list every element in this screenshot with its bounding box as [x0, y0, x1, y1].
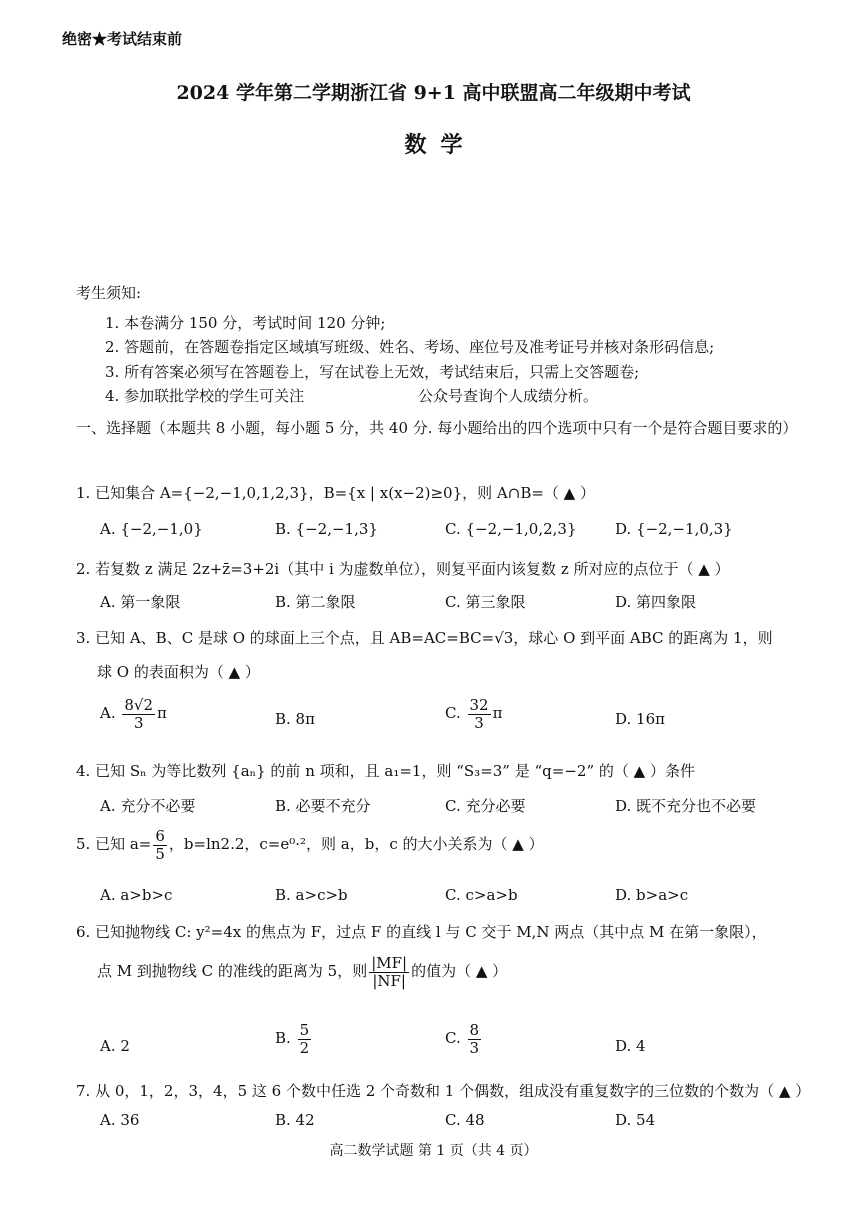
page-footer: 高二数学试题 第 1 页（共 4 页） — [329, 1143, 538, 1159]
q7-option-a: A. 36 — [100, 1111, 140, 1129]
q3-option-c: C. $\frac{32}{3}$ π — [445, 696, 503, 732]
q7-option-c: C. 48 — [445, 1111, 485, 1129]
q2-option-a: A. 第一象限 — [100, 593, 181, 611]
q5-option-c: C. c>a>b — [445, 886, 518, 904]
notice-item: 公众号查询个人成绩分析。 — [418, 387, 599, 405]
q3-option-d: D. 16π — [615, 710, 665, 728]
notice-item: 2. 答题前，在答题卷指定区域填写班级、姓名、考场、座位号及准考证号并核对条形码信息; — [105, 338, 715, 356]
subject-title: 数学 — [404, 132, 477, 158]
question-5: 5. 已知 a= $\frac{6}{5}$ ，b=ln2.2，c=e⁰·²，则 a，b，c 的大小关系为（ ▲ ） — [76, 827, 544, 863]
section-heading: 一、选择题（本题共 8 小题，每小题 5 分，共 40 分. 每小题给出的四个选项中只有一个是符合题目要求的） — [76, 419, 798, 437]
q1-option-c: C. {−2,−1,0,2,3} — [445, 520, 577, 538]
question-3: 3. 已知 A、B、C 是球 O 的球面上三个点，且 AB=AC=BC=√3，球心 O 到平面 ABC 的距离为 1，则 — [76, 629, 773, 647]
q6-option-b: B. $\frac{5}{2}$ — [275, 1021, 310, 1057]
q2-option-b: B. 第二象限 — [275, 593, 356, 611]
q4-option-c: C. 充分必要 — [445, 797, 526, 815]
notice-item: 1. 本卷满分 150 分，考试时间 120 分钟; — [105, 314, 386, 332]
q6-option-c: C. $\frac{8}{3}$ — [445, 1021, 480, 1057]
q3-option-b: B. 8π — [275, 710, 315, 728]
q4-option-b: B. 必要不充分 — [275, 797, 371, 815]
q5-option-a: A. a>b>c — [100, 886, 173, 904]
q6-option-d: D. 4 — [615, 1037, 646, 1055]
confidential-label: 绝密★考试结束前 — [62, 30, 183, 48]
q5-option-d: D. b>a>c — [615, 886, 689, 904]
q3-option-a: A. $\frac{8√2}{3}$ π — [100, 696, 167, 732]
notice-item: 4. 参加联批学校的学生可关注 — [105, 387, 305, 405]
question-7: 7. 从 0，1，2，3，4，5 这 6 个数中任选 2 个奇数和 1 个偶数，组成没有重复数字的三位数的个数为（ ▲ ） — [76, 1082, 811, 1100]
q4-option-a: A. 充分不必要 — [100, 797, 196, 815]
q7-option-b: B. 42 — [275, 1111, 315, 1129]
question-3-continued: 球 O 的表面积为（ ▲ ） — [97, 663, 260, 681]
q2-option-c: C. 第三象限 — [445, 593, 526, 611]
question-6-continued: 点 M 到抛物线 C 的准线的距离为 5，则 $\frac{|MF|}{|NF|}$ 的值为（ ▲ ） — [97, 954, 508, 990]
question-2: 2. 若复数 z 满足 2z+z̄=3+2i（其中 i 为虚数单位），则复平面内该复数 z 所对应的点位于（ ▲ ） — [76, 560, 730, 578]
q1-option-a: A. {−2,−1,0} — [100, 520, 203, 538]
question-1: 1. 已知集合 A={−2,−1,0,1,2,3}，B={x | x(x−2)≥0}，则 A∩B=（ ▲ ） — [76, 484, 595, 502]
notice-item: 3. 所有答案必须写在答题卷上，写在试卷上无效，考试结束后，只需上交答题卷; — [105, 363, 640, 381]
q1-option-d: D. {−2,−1,0,3} — [615, 520, 733, 538]
notice-heading: 考生须知: — [76, 284, 142, 302]
question-6: 6. 已知抛物线 C: y²=4x 的焦点为 F，过点 F 的直线 l 与 C 交于 M,N 两点（其中点 M 在第一象限）， — [76, 923, 767, 941]
q1-option-b: B. {−2,−1,3} — [275, 520, 378, 538]
q4-option-d: D. 既不充分也不必要 — [615, 797, 757, 815]
q6-option-a: A. 2 — [100, 1037, 130, 1055]
q7-option-d: D. 54 — [615, 1111, 656, 1129]
question-4: 4. 已知 Sₙ 为等比数列 {aₙ} 的前 n 项和，且 a₁=1，则 “S₃=3” 是 “q=−2” 的（ ▲ ）条件 — [76, 762, 695, 780]
exam-title: 2024 学年第二学期浙江省 9+1 高中联盟高二年级期中考试 — [176, 82, 691, 104]
q5-option-b: B. a>c>b — [275, 886, 348, 904]
q2-option-d: D. 第四象限 — [615, 593, 697, 611]
